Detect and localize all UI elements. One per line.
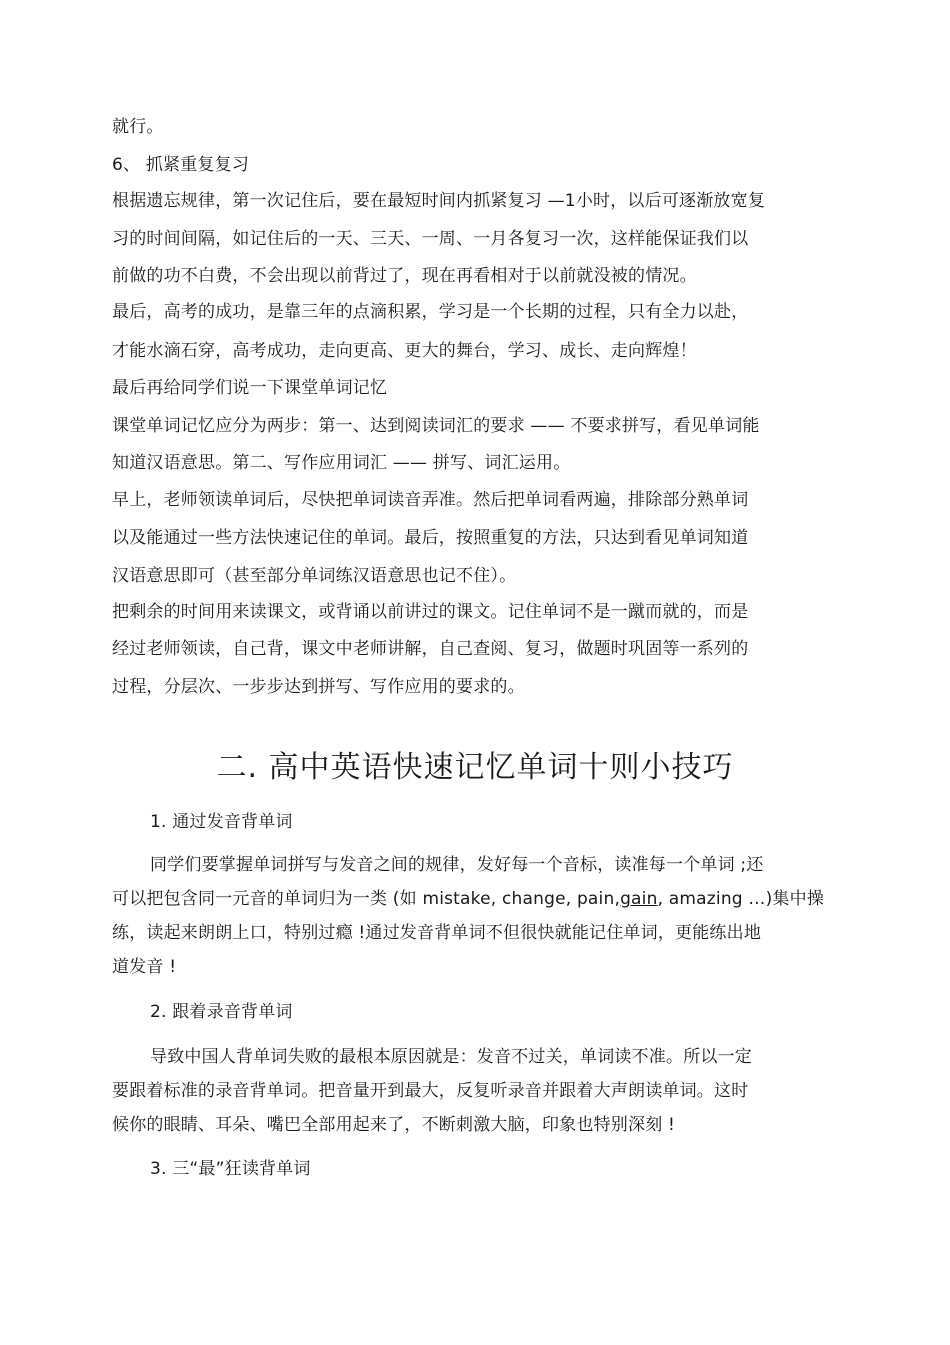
text-segment: , amazing …)集中操 [657,889,825,909]
text-line: 课堂单词记忆应分为两步：第一、达到阅读词汇的要求 —— 不要求拼写，看见单词能 [112,416,760,436]
text-line: 根据遗忘规律，第一次记住后，要在最短时间内抓紧复习 —1小时，以后可逐渐放宽复 [112,191,766,211]
text-line: 就行。 [112,117,164,137]
text-line: 把剩余的时间用来读课文，或背诵以前讲过的课文。记住单词不是一蹴而就的，而是 [112,602,749,622]
text-line: 道发音 ! [112,957,177,977]
text-line: 同学们要掌握单词拼写与发音之间的规律，发好每一个音标，读准每一个单词 ;还 [150,855,764,875]
text-line: 知道汉语意思。第二、写作应用词汇 —— 拼写、词汇运用。 [112,453,571,473]
text-line: 习的时间间隔，如记住后的一天、三天、一周、一月各复习一次，这样能保证我们以 [112,229,749,249]
text-line: 早上，老师领读单词后，尽快把单词读音弄准。然后把单词看两遍，排除部分熟单词 [112,490,749,510]
text-line: 经过老师领读，自己背，课文中老师讲解，自己查阅、复习，做题时巩固等一系列的 [112,639,749,659]
tip-heading: 3. 三“最”狂读背单词 [150,1159,311,1179]
text-line: 最后，高考的成功，是靠三年的点滴积累，学习是一个长期的过程，只有全力以赴， [112,302,749,322]
text-segment: 可以把包含同一元音的单词归为一类 (如 mistake, change, pain, [112,889,621,909]
text-line: 汉语意思即可（甚至部分单词练汉语意思也记不住）。 [112,566,517,586]
text-line: 练，读起来朗朗上口，特别过瘾 !通过发音背单词不但很快就能记住单词，更能练出地 [112,923,762,943]
text-line: 导致中国人背单词失败的最根本原因就是：发音不过关，单词读不准。所以一定 [150,1047,752,1067]
text-line: 候你的眼睛、耳朵、嘴巴全部用起来了，不断刺激大脑，印象也特别深刻 ! [112,1115,676,1135]
tip-heading: 1. 通过发音背单词 [150,812,293,832]
text-line [112,887,824,911]
text-line: 才能水滴石穿，高考成功，走向更高、更大的舞台，学习、成长、走向辉煌！ [112,341,697,361]
tip-heading: 2. 跟着录音背单词 [150,1002,293,1022]
text-line: 要跟着标准的录音背单词。把音量开到最大，反复听录音并跟着大声朗读单词。这时 [112,1081,749,1101]
section-title: 二. 高中英语快速记忆单词十则小技巧 [216,750,734,785]
underlined-word: gain [620,889,658,909]
text-line: 过程，分层次、一步步达到拼写、写作应用的要求的。 [112,677,525,697]
text-line: 最后再给同学们说一下课堂单词记忆 [112,378,388,398]
numbered-heading: 6、 抓紧重复复习 [112,155,250,175]
text-line: 以及能通过一些方法快速记住的单词。最后，按照重复的方法，只达到看见单词知道 [112,528,749,548]
text-line: 前做的功不白费，不会出现以前背过了，现在再看相对于以前就没被的情况。 [112,266,697,286]
